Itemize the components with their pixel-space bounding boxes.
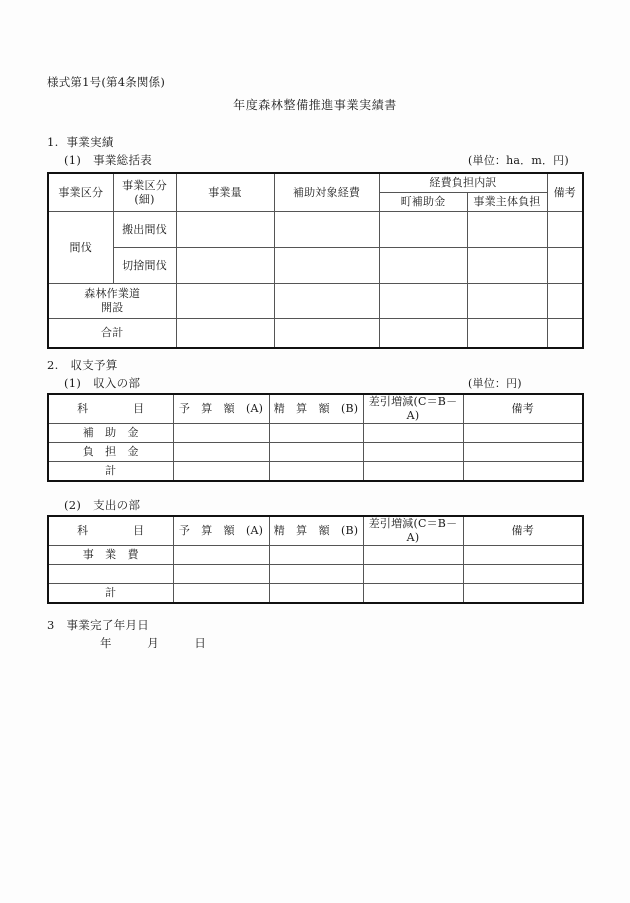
income-row-total-difference[interactable] bbox=[363, 461, 463, 481]
income-header-remarks: 備考 bbox=[463, 394, 583, 423]
expense-row-cost-budget[interactable] bbox=[173, 545, 269, 564]
header-cost-breakdown: 経費負担内訳 bbox=[379, 173, 547, 193]
income-row-total-budget[interactable] bbox=[173, 461, 269, 481]
income-row-subsidy-difference[interactable] bbox=[363, 423, 463, 442]
header-volume: 事業量 bbox=[176, 173, 274, 212]
header-category-detail bbox=[113, 173, 176, 212]
header-category-detail-line1: 事業区分 bbox=[122, 178, 167, 192]
cell-operator-burden[interactable] bbox=[467, 284, 547, 319]
expense-header-difference: 差引増減(C＝B－A) bbox=[363, 516, 463, 545]
income-header-item: 科 目 bbox=[48, 394, 173, 423]
section-3-number: 3 bbox=[47, 618, 55, 632]
expense-row-total-budget[interactable] bbox=[173, 583, 269, 603]
table-total-row bbox=[48, 319, 583, 349]
cell-remarks[interactable] bbox=[547, 284, 583, 319]
expense-sub-number: (2) bbox=[64, 498, 82, 512]
expense-row-blank-label[interactable] bbox=[48, 564, 173, 583]
cell-category-forest-road bbox=[48, 284, 176, 319]
section-2-income-subheading bbox=[64, 375, 140, 391]
expense-row-blank-difference[interactable] bbox=[363, 564, 463, 583]
section-1-sub-number: (1) bbox=[64, 153, 82, 167]
form-number: 様式第1号(第4条関係) bbox=[47, 75, 166, 89]
expense-header-item: 科 目 bbox=[48, 516, 173, 545]
expense-row-total-remarks[interactable] bbox=[463, 583, 583, 603]
cell-remarks[interactable] bbox=[547, 248, 583, 284]
expense-row-total-label: 計 bbox=[48, 583, 173, 603]
cell-category-forest-road-line1: 森林作業道 bbox=[84, 287, 141, 301]
cell-town-subsidy[interactable] bbox=[379, 284, 467, 319]
table-row bbox=[48, 564, 583, 583]
table-row bbox=[48, 442, 583, 461]
section-2-title: 収支予算 bbox=[70, 358, 118, 372]
section-2-expense-subheading bbox=[64, 497, 140, 513]
income-row-burden-settlement[interactable] bbox=[269, 442, 363, 461]
section-1-subheading bbox=[64, 152, 152, 168]
expense-row-blank-remarks[interactable] bbox=[463, 564, 583, 583]
table-row bbox=[48, 248, 583, 284]
expense-row-total-difference[interactable] bbox=[363, 583, 463, 603]
income-row-subsidy-settlement[interactable] bbox=[269, 423, 363, 442]
cell-detail-kirisute: 切捨間伐 bbox=[113, 248, 176, 284]
income-row-total-label: 計 bbox=[48, 461, 173, 481]
expense-total-row bbox=[48, 583, 583, 603]
cell-total-town-subsidy[interactable] bbox=[379, 319, 467, 349]
expense-row-total-settlement[interactable] bbox=[269, 583, 363, 603]
cell-operator-burden[interactable] bbox=[467, 248, 547, 284]
income-table bbox=[47, 393, 584, 482]
expense-header-remarks: 備考 bbox=[463, 516, 583, 545]
table-row bbox=[48, 212, 583, 248]
cell-total-cost[interactable] bbox=[274, 319, 379, 349]
section-1-unit-note: (単位：ha．m．円) bbox=[468, 154, 569, 167]
income-header-row bbox=[48, 394, 583, 423]
income-row-burden-budget[interactable] bbox=[173, 442, 269, 461]
header-subsidy-target-cost: 補助対象経費 bbox=[274, 173, 379, 212]
header-town-subsidy: 町補助金 bbox=[379, 193, 467, 212]
income-header-budget: 予 算 額 (A) bbox=[173, 394, 269, 423]
expense-header-budget: 予 算 額 (A) bbox=[173, 516, 269, 545]
cell-operator-burden[interactable] bbox=[467, 212, 547, 248]
cell-volume[interactable] bbox=[176, 248, 274, 284]
cell-town-subsidy[interactable] bbox=[379, 212, 467, 248]
section-1-number: 1. bbox=[47, 135, 59, 149]
table-row bbox=[48, 423, 583, 442]
cell-cost[interactable] bbox=[274, 284, 379, 319]
section-1-sub-title: 事業総括表 bbox=[93, 153, 153, 167]
expense-header-row bbox=[48, 516, 583, 545]
income-row-total-remarks[interactable] bbox=[463, 461, 583, 481]
expense-sub-title: 支出の部 bbox=[93, 498, 141, 512]
income-row-subsidy-budget[interactable] bbox=[173, 423, 269, 442]
section-3-heading bbox=[47, 617, 149, 633]
income-total-row bbox=[48, 461, 583, 481]
expense-row-cost-remarks[interactable] bbox=[463, 545, 583, 564]
expense-row-blank-settlement[interactable] bbox=[269, 564, 363, 583]
header-category-detail-line2: (細) bbox=[134, 192, 155, 206]
income-header-settlement: 精 算 額 (B) bbox=[269, 394, 363, 423]
income-sub-number: (1) bbox=[64, 376, 82, 390]
expense-table bbox=[47, 515, 584, 604]
cell-category-kanbatsu: 間伐 bbox=[48, 212, 113, 284]
expense-row-cost-difference[interactable] bbox=[363, 545, 463, 564]
document-title: 年度森林整備推進事業実績書 bbox=[233, 98, 397, 112]
expense-row-cost-label: 事 業 費 bbox=[48, 545, 173, 564]
expense-header-settlement: 精 算 額 (B) bbox=[269, 516, 363, 545]
section-1-title: 事業実績 bbox=[66, 135, 114, 149]
cell-total-remarks[interactable] bbox=[547, 319, 583, 349]
cell-cost[interactable] bbox=[274, 248, 379, 284]
section-2-unit-note: (単位：円) bbox=[468, 377, 522, 390]
business-summary-table bbox=[47, 172, 584, 349]
cell-remarks[interactable] bbox=[547, 212, 583, 248]
section-3-title: 事業完了年月日 bbox=[66, 618, 150, 632]
cell-detail-hanshutsu: 搬出間伐 bbox=[113, 212, 176, 248]
income-row-subsidy-label: 補 助 金 bbox=[48, 423, 173, 442]
cell-town-subsidy[interactable] bbox=[379, 248, 467, 284]
income-sub-title: 収入の部 bbox=[93, 376, 141, 390]
cell-volume[interactable] bbox=[176, 284, 274, 319]
cell-total-label: 合計 bbox=[48, 319, 176, 349]
cell-total-volume[interactable] bbox=[176, 319, 274, 349]
completion-date-line[interactable]: 年 月 日 bbox=[100, 636, 207, 650]
section-2-heading bbox=[47, 357, 118, 373]
cell-total-operator-burden[interactable] bbox=[467, 319, 547, 349]
income-row-burden-difference[interactable] bbox=[363, 442, 463, 461]
header-remarks: 備考 bbox=[547, 173, 583, 212]
income-header-difference: 差引増減(C＝B－A) bbox=[363, 394, 463, 423]
income-row-subsidy-remarks[interactable] bbox=[463, 423, 583, 442]
header-operator-burden: 事業主体負担 bbox=[467, 193, 547, 212]
income-row-burden-label: 負 担 金 bbox=[48, 442, 173, 461]
cell-volume[interactable] bbox=[176, 212, 274, 248]
section-1-heading bbox=[47, 134, 114, 150]
expense-row-blank-budget[interactable] bbox=[173, 564, 269, 583]
header-category: 事業区分 bbox=[48, 173, 113, 212]
section-2-number: 2. bbox=[47, 358, 59, 372]
cell-category-forest-road-line2: 開設 bbox=[101, 301, 124, 314]
income-row-burden-remarks[interactable] bbox=[463, 442, 583, 461]
table-header-row-1 bbox=[48, 173, 583, 193]
table-row bbox=[48, 545, 583, 564]
cell-cost[interactable] bbox=[274, 212, 379, 248]
table-row bbox=[48, 284, 583, 319]
expense-row-cost-settlement[interactable] bbox=[269, 545, 363, 564]
income-row-total-settlement[interactable] bbox=[269, 461, 363, 481]
